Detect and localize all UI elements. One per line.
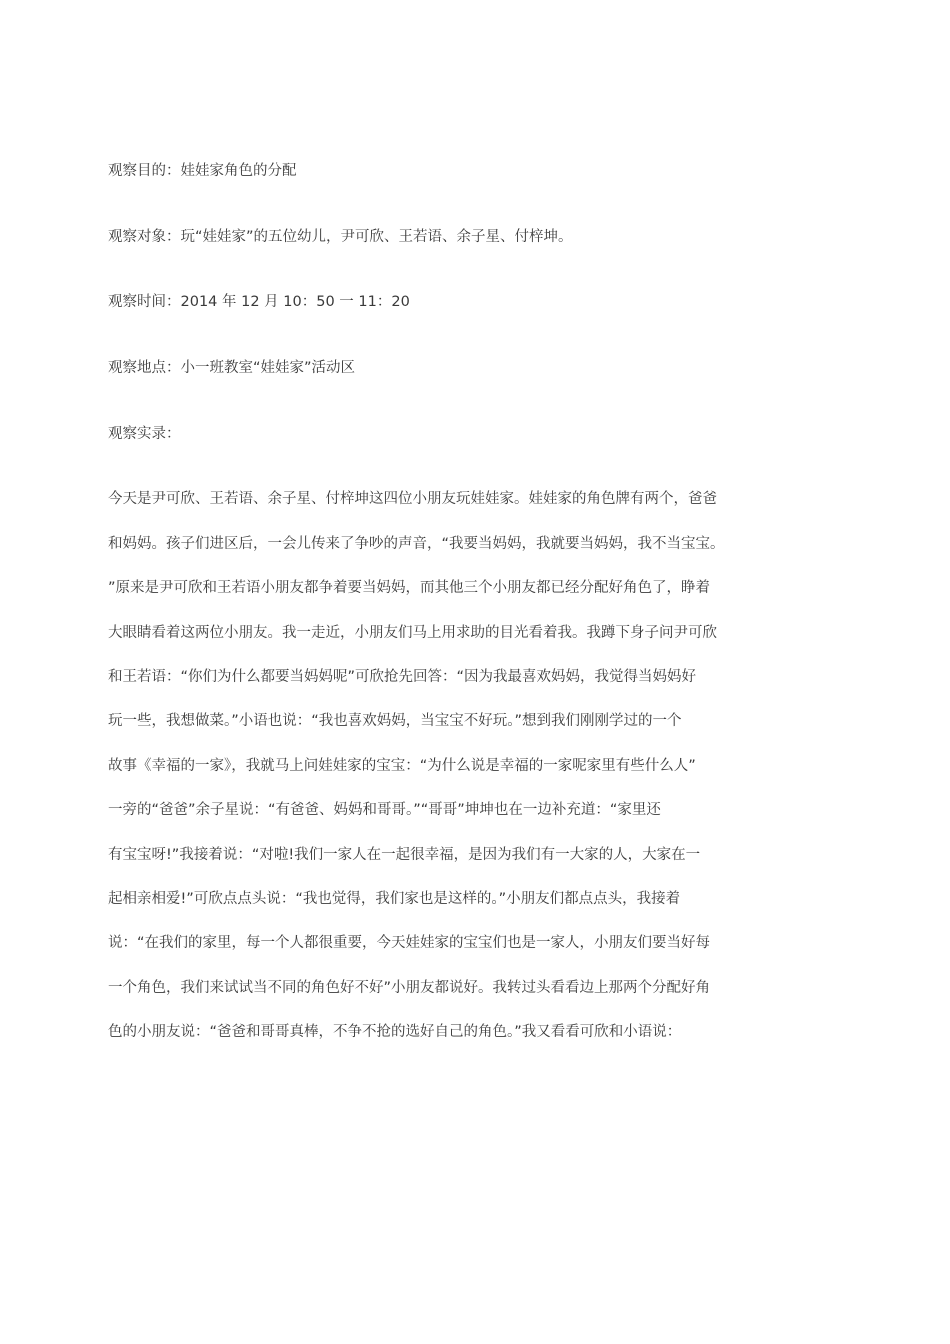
observation-time: 观察时间：2014 年 12 月 10：50 一 11：20 bbox=[108, 294, 410, 310]
observation-location: 观察地点：小一班教室“娃娃家”活动区 bbox=[108, 360, 356, 376]
record-line: 说：“在我们的家里，每一个人都很重要，今天娃娃家的宝宝们也是一家人，小朋友们要当好每 bbox=[108, 935, 711, 951]
record-line: 起相亲相爱!”可欣点点头说：“我也觉得，我们家也是这样的。”小朋友们都点点头，我接着 bbox=[108, 891, 681, 907]
record-line: 一旁的“爸爸”余子星说：“有爸爸、妈妈和哥哥。”“哥哥”坤坤也在一边补充道：“家里还 bbox=[108, 802, 661, 818]
record-line: 大眼睛看着这两位小朋友。我一走近，小朋友们马上用求助的目光看着我。我蹲下身子问尹可欣 bbox=[108, 625, 717, 641]
record-line: 今天是尹可欣、王若语、余子星、付梓坤这四位小朋友玩娃娃家。娃娃家的角色牌有两个，爸爸 bbox=[108, 491, 717, 507]
record-line: ”原来是尹可欣和王若语小朋友都争着要当妈妈，而其他三个小朋友都已经分配好角色了，睁着 bbox=[108, 580, 711, 596]
record-line: 一个角色，我们来试试当不同的角色好不好”小朋友都说好。我转过头看看边上那两个分配好角 bbox=[108, 980, 711, 996]
observation-purpose: 观察目的：娃娃家角色的分配 bbox=[108, 163, 297, 179]
record-line: 玩一些，我想做菜。”小语也说：“我也喜欢妈妈，当宝宝不好玩。”想到我们刚刚学过的一个 bbox=[108, 713, 682, 729]
record-line: 色的小朋友说：“爸爸和哥哥真棒，不争不抢的选好自己的角色。”我又看看可欣和小语说： bbox=[108, 1024, 682, 1040]
record-line: 和王若语：“你们为什么都要当妈妈呢”可欣抢先回答：“因为我最喜欢妈妈，我觉得当妈妈好 bbox=[108, 669, 697, 685]
observation-subjects: 观察对象：玩“娃娃家”的五位幼儿，尹可欣、王若语、余子星、付梓坤。 bbox=[108, 229, 573, 245]
record-line: 有宝宝呀!”我接着说：“对啦!我们一家人在一起很幸福，是因为我们有一大家的人，大家在一 bbox=[108, 847, 701, 863]
record-line: 故事《幸福的一家》，我就马上问娃娃家的宝宝：“为什么说是幸福的一家呢家里有些什么人” bbox=[108, 758, 696, 774]
observation-record-heading: 观察实录： bbox=[108, 426, 181, 442]
record-line: 和妈妈。孩子们进区后，一会儿传来了争吵的声音，“我要当妈妈，我就要当妈妈，我不当宝宝。 bbox=[108, 536, 725, 552]
